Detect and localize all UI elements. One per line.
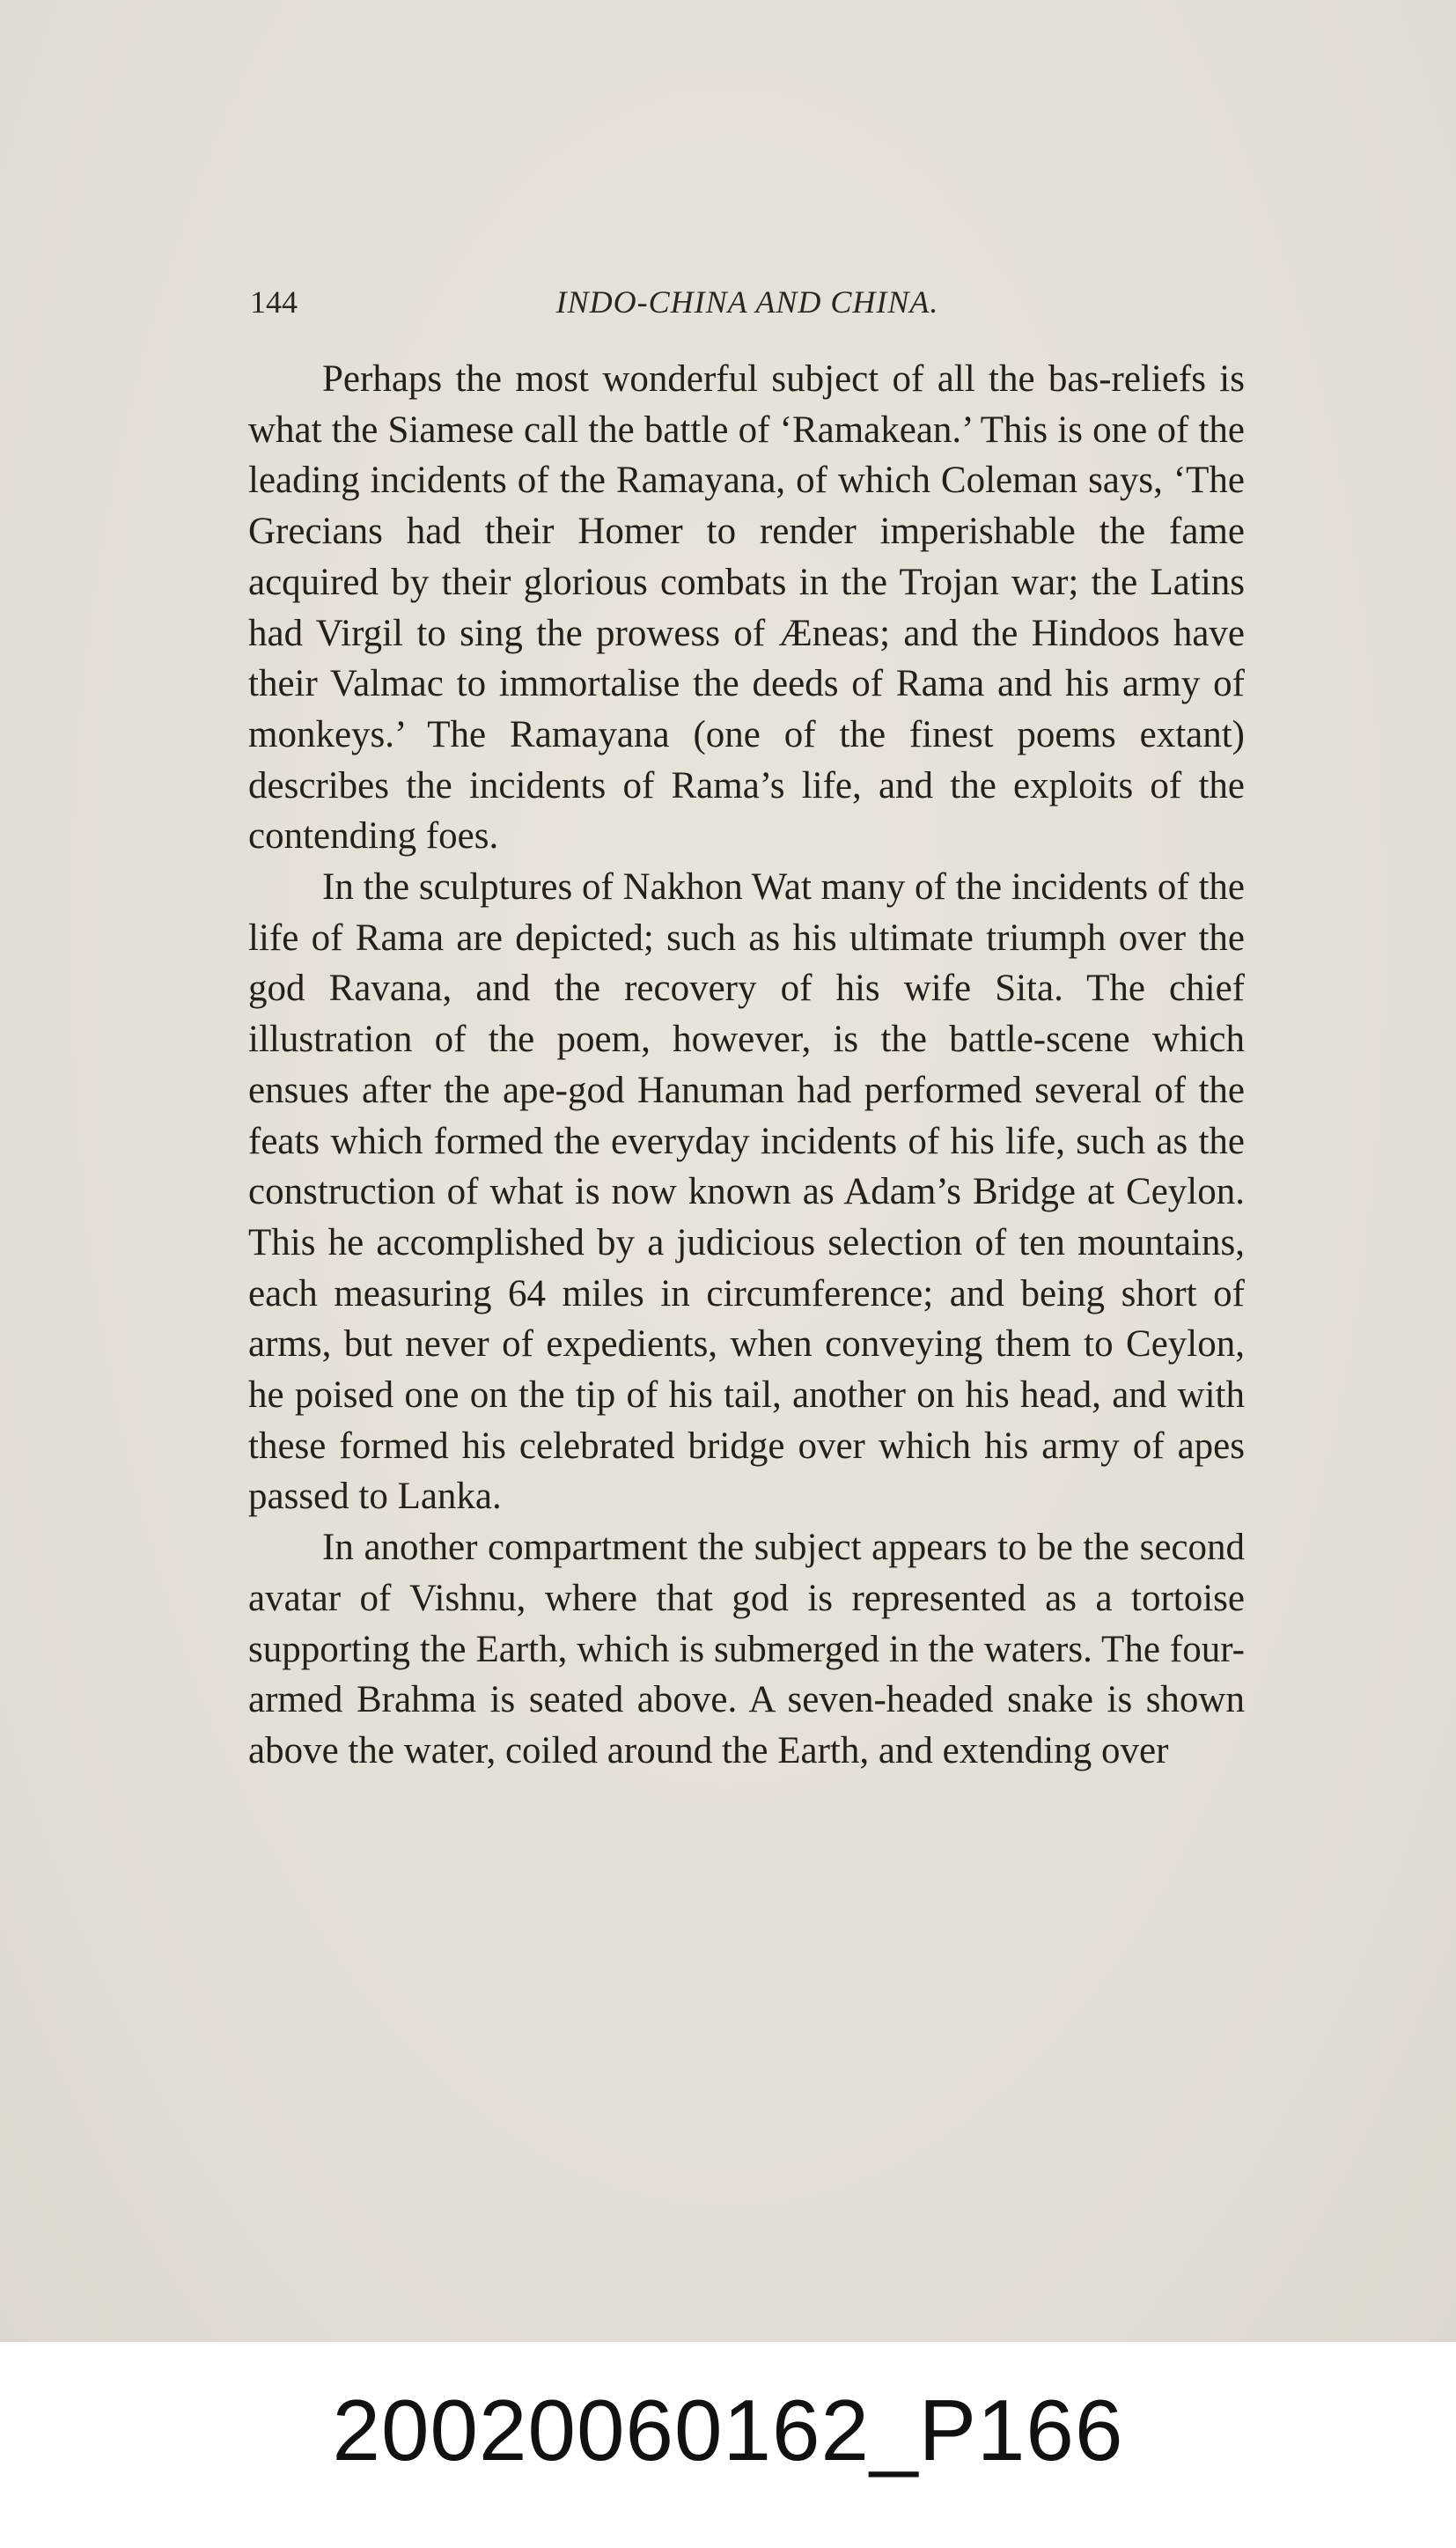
- running-title: INDO-CHINA AND CHINA.: [555, 284, 939, 320]
- archive-id-label: 20020060162_P166: [332, 2382, 1124, 2478]
- paragraph: Perhaps the most wonderful subject of all the bas-reliefs is what the Siamese call the battle of ‘Ramakean.’ This is one of the leading incidents of the Ramayana, of which Coleman says, ‘The Grecians had their Homer to render imperishable the fame acquired by their glorious combats in the Trojan war; the Latins had Virgil to sing the prowess of Æneas; and the Hindoos have their Valmac to immortalise the deeds of Rama and his army of monkeys.’ The Ramayana (one of the finest poems extant) describes the incidents of Rama’s life, and the exploits of the contending foes.: [248, 358, 1245, 858]
- page-number: 144: [250, 284, 298, 320]
- paragraph: In another compartment the subject appears to be the second avatar of Vishnu, where that god is represented as a tortoise supporting the Earth, which is submerged in the waters. The four-armed Brahma is seated above. A seven-headed snake is shown above the water, coiled around the Earth, and extending over: [248, 1527, 1245, 1771]
- body-text: [248, 354, 1245, 1777]
- paragraph: In the sculptures of Nakhon Wat many of the incidents of the life of Rama are depicted; such as his ultimate triumph over the god Ravana, and the recovery of his wife Sita. The chief illustration of the poem, however, is the battle-scene which ensues after the ape-god Hanuman had performed several of the feats which formed the everyday incidents of his life, such as the construction of what is now known as Adam’s Bridge at Ceylon. This he accomplished by a judicious selection of ten mountains, each measuring 64 miles in circumference; and being short of arms, but never of expedients, when conveying them to Ceylon, he poised one on the tip of his tail, another on his head, and with these formed his celebrated bridge over which his army of apes passed to Lanka.: [248, 866, 1245, 1518]
- running-head: [250, 280, 1245, 324]
